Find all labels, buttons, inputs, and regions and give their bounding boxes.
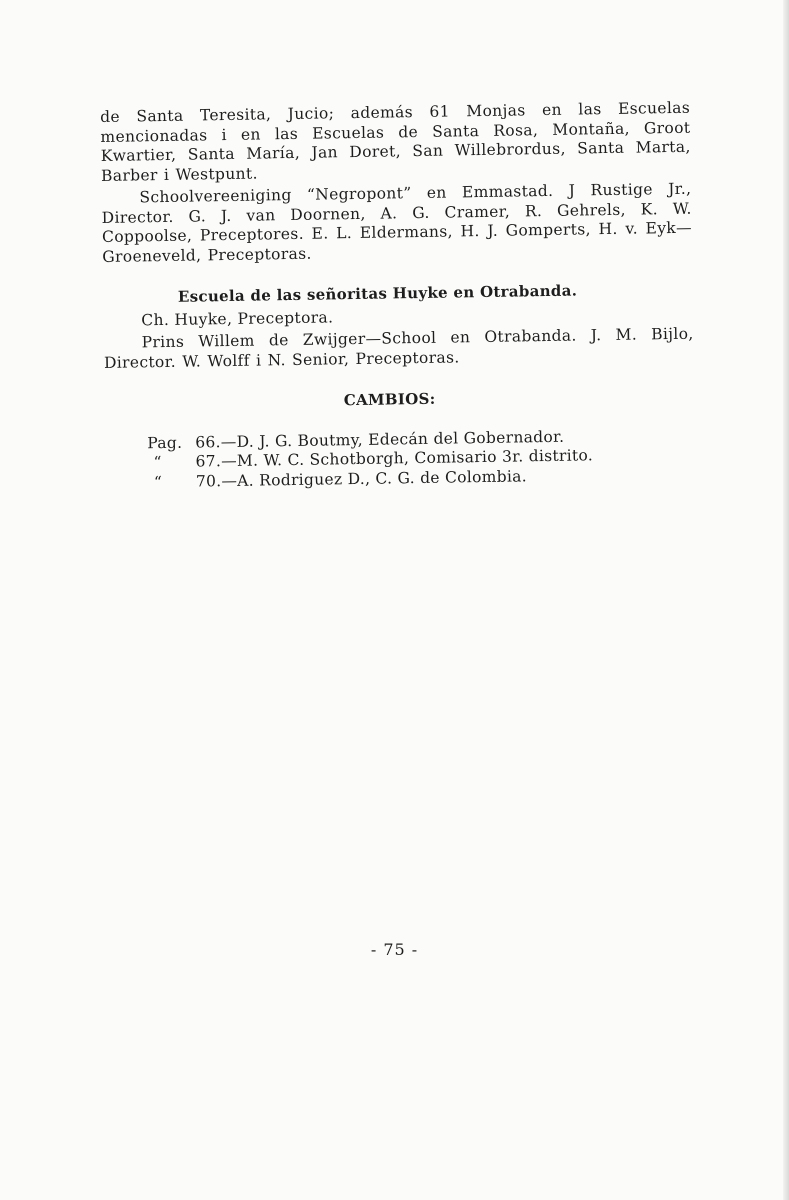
cambios-row-label: “ (153, 453, 162, 472)
heading-huyke-school: Escuela de las señoritas Huyke en Otrabanda. (177, 281, 578, 306)
cambios-row-text: 66.—D. J. G. Boutmy, Edecán del Gobernador. (195, 427, 565, 452)
cambios-row-label: Pag. (147, 433, 183, 452)
cambios-row-label: “ (153, 472, 163, 491)
cambios-row-text: 70.—A. Rodriguez D., C. G. de Colombia. (195, 466, 528, 491)
cambios-row-text: 67.—M. W. C. Schotborgh, Comisario 3r. distrito. (195, 446, 594, 471)
heading-cambios: CAMBIOS: (343, 389, 436, 410)
paragraph-religious-schools: de Santa Teresita, Jucio; además 61 Monjas en las Escuelas mencionadas i en las Escuelas de Santa Rosa, Montaña, Groot Kwartier, Santa María, Jan Doret, San Willebrordus, Santa Marta, Barber i Westpunt. (100, 98, 691, 185)
teacher-line-huyke: Ch. Huyke, Preceptora. (141, 307, 334, 329)
page-content (100, 99, 696, 493)
cambios-list (147, 425, 696, 492)
paragraph-prins-willem-school: Prins Willem de Zwijger—School en Otrabanda. J. M. Bijlo, Director. W. Wolff i N. Senior, Preceptoras. (103, 324, 694, 372)
page-edge (783, 0, 789, 1200)
page-number: - 75 - (370, 940, 419, 959)
paragraph-negropont-school: Schoolvereeniging “Negropont” en Emmastad. J Rustige Jr., Director. G. J. van Doornen, A. G. Cramer, R. Gehrels, K. W. Coppoolse, Preceptores. E. L. Eldermans, H. J. Gomperts, H. v. Eyk—Groeneveld, Preceptoras. (101, 179, 693, 266)
